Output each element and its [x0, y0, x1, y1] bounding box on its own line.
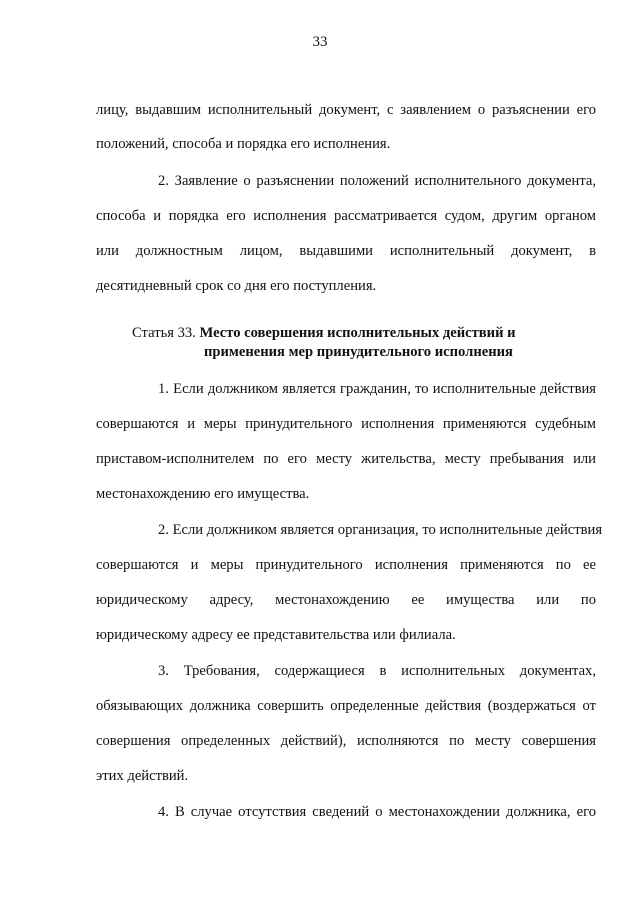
paragraph-line: совершения определенных действий), исполняются по месту совершения — [96, 733, 596, 749]
article-heading — [132, 324, 516, 342]
paragraph-line: десятидневный срок со дня его поступления. — [96, 278, 377, 294]
paragraph-line: или должностным лицом, выдавшими исполнительный документ, в — [96, 243, 596, 259]
paragraph-line: совершаются и меры принудительного исполнения применяются судебным — [96, 416, 596, 432]
paragraph-line: 2. Если должником является организация, то исполнительные действия — [158, 522, 603, 538]
paragraph-line: способа и порядка его исполнения рассматривается судом, другим органом — [96, 208, 596, 224]
paragraph-line: 2. Заявление о разъяснении положений исполнительного документа, — [158, 173, 596, 189]
paragraph-line: 4. В случае отсутствия сведений о местонахождении должника, его — [158, 804, 596, 820]
paragraph-line: положений, способа и порядка его исполнения. — [96, 136, 391, 152]
page-number: 33 — [312, 34, 328, 50]
paragraph-line: местонахождению его имущества. — [96, 486, 310, 502]
paragraph-line: 3. Требования, содержащиеся в исполнительных документах, — [158, 663, 596, 679]
paragraph-line: 1. Если должником является гражданин, то исполнительные действия — [158, 381, 596, 397]
paragraph-line: лицу, выдавшим исполнительный документ, с заявлением о разъяснении его — [96, 102, 596, 118]
paragraph-line: юридическому адресу, местонахождению ее имущества или по — [96, 592, 596, 608]
paragraph-line: этих действий. — [96, 768, 189, 784]
paragraph-line: совершаются и меры принудительного исполнения применяются по ее — [96, 557, 596, 573]
paragraph-line: приставом-исполнителем по его месту жительства, месту пребывания или — [96, 451, 596, 467]
article-title-line1: Место совершения исполнительных действий и — [199, 325, 516, 341]
paragraph-line: юридическому адресу ее представительства или филиала. — [96, 627, 456, 643]
paragraph-line: обязывающих должника совершить определенные действия (воздержаться от — [96, 698, 596, 714]
article-title-line2: применения мер принудительного исполнения — [204, 344, 513, 360]
article-number: Статья 33. — [132, 325, 196, 341]
